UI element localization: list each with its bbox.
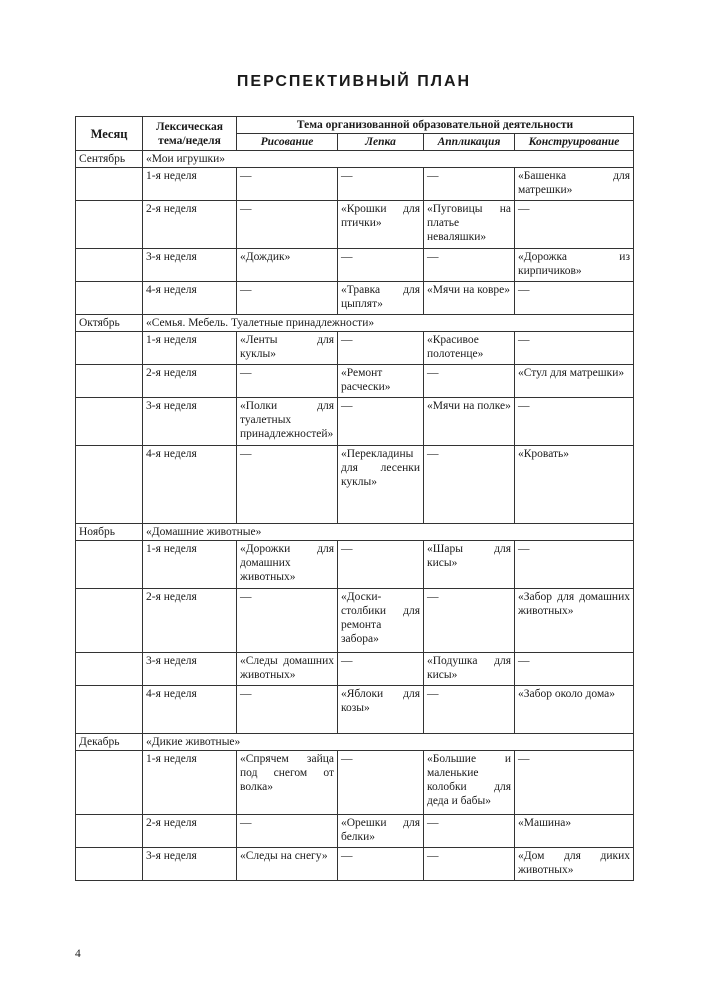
applique-cell: — [424, 848, 515, 881]
week-row [76, 249, 634, 282]
construction-cell: — [515, 653, 634, 686]
week-label: 3-я неделя [143, 249, 237, 282]
week-row [76, 446, 634, 524]
month-theme-row [76, 315, 634, 332]
applique-cell: — [424, 365, 515, 398]
week-label: 4-я неделя [143, 282, 237, 315]
drawing-cell: — [237, 365, 338, 398]
week-row [76, 168, 634, 201]
month-spacer [76, 168, 143, 201]
modeling-cell: — [338, 398, 424, 446]
week-label: 1-я неделя [143, 751, 237, 815]
drawing-cell: «Дорожки для домашних животных» [237, 541, 338, 589]
construction-cell: — [515, 282, 634, 315]
week-label: 2-я неделя [143, 589, 237, 653]
construction-cell: «Забор около дома» [515, 686, 634, 734]
drawing-cell: — [237, 589, 338, 653]
drawing-cell: «Дождик» [237, 249, 338, 282]
month-spacer [76, 249, 143, 282]
modeling-cell: «Яблоки для козы» [338, 686, 424, 734]
applique-cell: «Мячи на полке» [424, 398, 515, 446]
construction-cell: «Стул для матрешки» [515, 365, 634, 398]
table-body [76, 151, 634, 881]
construction-cell: «Дорожка из кирпичиков» [515, 249, 634, 282]
month-spacer [76, 541, 143, 589]
applique-cell: — [424, 446, 515, 524]
header-month: Месяц [76, 117, 143, 151]
construction-cell: — [515, 398, 634, 446]
plan-table [75, 116, 634, 881]
modeling-cell: — [338, 249, 424, 282]
month-name: Октябрь [76, 315, 143, 332]
month-spacer [76, 751, 143, 815]
applique-cell: — [424, 589, 515, 653]
applique-cell: «Пуговицы на платье неваляшки» [424, 201, 515, 249]
drawing-cell: — [237, 201, 338, 249]
modeling-cell: — [338, 332, 424, 365]
week-row [76, 815, 634, 848]
month-spacer [76, 686, 143, 734]
week-row [76, 201, 634, 249]
month-spacer [76, 589, 143, 653]
month-spacer [76, 446, 143, 524]
drawing-cell: — [237, 446, 338, 524]
modeling-cell: — [338, 848, 424, 881]
header-construction: Конструирование [515, 134, 634, 151]
week-row [76, 848, 634, 881]
applique-cell: — [424, 168, 515, 201]
month-name: Ноябрь [76, 524, 143, 541]
construction-cell: «Забор для домашних животных» [515, 589, 634, 653]
month-theme-row [76, 524, 634, 541]
lexical-theme: «Семья. Мебель. Туалетные принадлежности» [143, 315, 634, 332]
month-theme-row [76, 151, 634, 168]
construction-cell: — [515, 332, 634, 365]
week-label: 1-я неделя [143, 168, 237, 201]
month-theme-row [76, 734, 634, 751]
applique-cell: — [424, 686, 515, 734]
modeling-cell: — [338, 653, 424, 686]
drawing-cell: — [237, 282, 338, 315]
page-title: ПЕРСПЕКТИВНЫЙ ПЛАН [236, 73, 472, 90]
applique-cell: «Мячи на ковре» [424, 282, 515, 315]
applique-cell: «Большие и маленькие колобки для деда и бабы» [424, 751, 515, 815]
modeling-cell: «Крошки для птички» [338, 201, 424, 249]
week-row [76, 751, 634, 815]
construction-cell: — [515, 201, 634, 249]
applique-cell: — [424, 815, 515, 848]
week-row [76, 541, 634, 589]
week-row [76, 589, 634, 653]
week-label: 3-я неделя [143, 398, 237, 446]
month-spacer [76, 815, 143, 848]
week-row [76, 398, 634, 446]
modeling-cell: — [338, 751, 424, 815]
construction-cell: «Дом для диких животных» [515, 848, 634, 881]
week-label: 2-я неделя [143, 201, 237, 249]
modeling-cell: «Травка для цыплят» [338, 282, 424, 315]
week-label: 4-я неделя [143, 686, 237, 734]
construction-cell: «Башенка для матрешки» [515, 168, 634, 201]
applique-cell: — [424, 249, 515, 282]
month-spacer [76, 332, 143, 365]
applique-cell: «Подушка для кисы» [424, 653, 515, 686]
applique-cell: «Красивое полотенце» [424, 332, 515, 365]
drawing-cell: «Следы на снегу» [237, 848, 338, 881]
drawing-cell: «Полки для туалетных принадлежностей» [237, 398, 338, 446]
month-spacer [76, 653, 143, 686]
week-label: 3-я неделя [143, 848, 237, 881]
month-name: Декабрь [76, 734, 143, 751]
drawing-cell: — [237, 168, 338, 201]
lexical-theme: «Домашние животные» [143, 524, 634, 541]
month-spacer [76, 848, 143, 881]
month-spacer [76, 282, 143, 315]
modeling-cell: «Доски-столбики для ремонта забора» [338, 589, 424, 653]
month-name: Сентябрь [76, 151, 143, 168]
construction-cell: «Кровать» [515, 446, 634, 524]
month-spacer [76, 201, 143, 249]
header-activity-theme: Тема организованной образовательной деятельности [237, 117, 634, 134]
applique-cell: «Шары для кисы» [424, 541, 515, 589]
week-row [76, 686, 634, 734]
header-modeling: Лепка [338, 134, 424, 151]
week-label: 4-я неделя [143, 446, 237, 524]
week-label: 2-я неделя [143, 365, 237, 398]
week-label: 2-я неделя [143, 815, 237, 848]
header-lexical-theme: Лексическая тема/неделя [143, 117, 237, 151]
week-row [76, 365, 634, 398]
modeling-cell: «Перекладины для лесенки куклы» [338, 446, 424, 524]
lexical-theme: «Дикие животные» [143, 734, 634, 751]
drawing-cell: «Следы домашних животных» [237, 653, 338, 686]
header-drawing: Рисование [237, 134, 338, 151]
week-label: 3-я неделя [143, 653, 237, 686]
drawing-cell: — [237, 686, 338, 734]
month-spacer [76, 398, 143, 446]
modeling-cell: — [338, 168, 424, 201]
drawing-cell: «Ленты для куклы» [237, 332, 338, 365]
week-row [76, 282, 634, 315]
header-applique: Аппликация [424, 134, 515, 151]
modeling-cell: — [338, 541, 424, 589]
week-label: 1-я неделя [143, 541, 237, 589]
construction-cell: «Машина» [515, 815, 634, 848]
construction-cell: — [515, 541, 634, 589]
drawing-cell: — [237, 815, 338, 848]
drawing-cell: «Спрячем зайца под снегом от волка» [237, 751, 338, 815]
table-header [76, 117, 634, 151]
week-label: 1-я неделя [143, 332, 237, 365]
modeling-cell: «Ремонт расчески» [338, 365, 424, 398]
page-number: 4 [75, 948, 81, 960]
week-row [76, 332, 634, 365]
month-spacer [76, 365, 143, 398]
week-row [76, 653, 634, 686]
lexical-theme: «Мои игрушки» [143, 151, 634, 168]
modeling-cell: «Орешки для белки» [338, 815, 424, 848]
construction-cell: — [515, 751, 634, 815]
